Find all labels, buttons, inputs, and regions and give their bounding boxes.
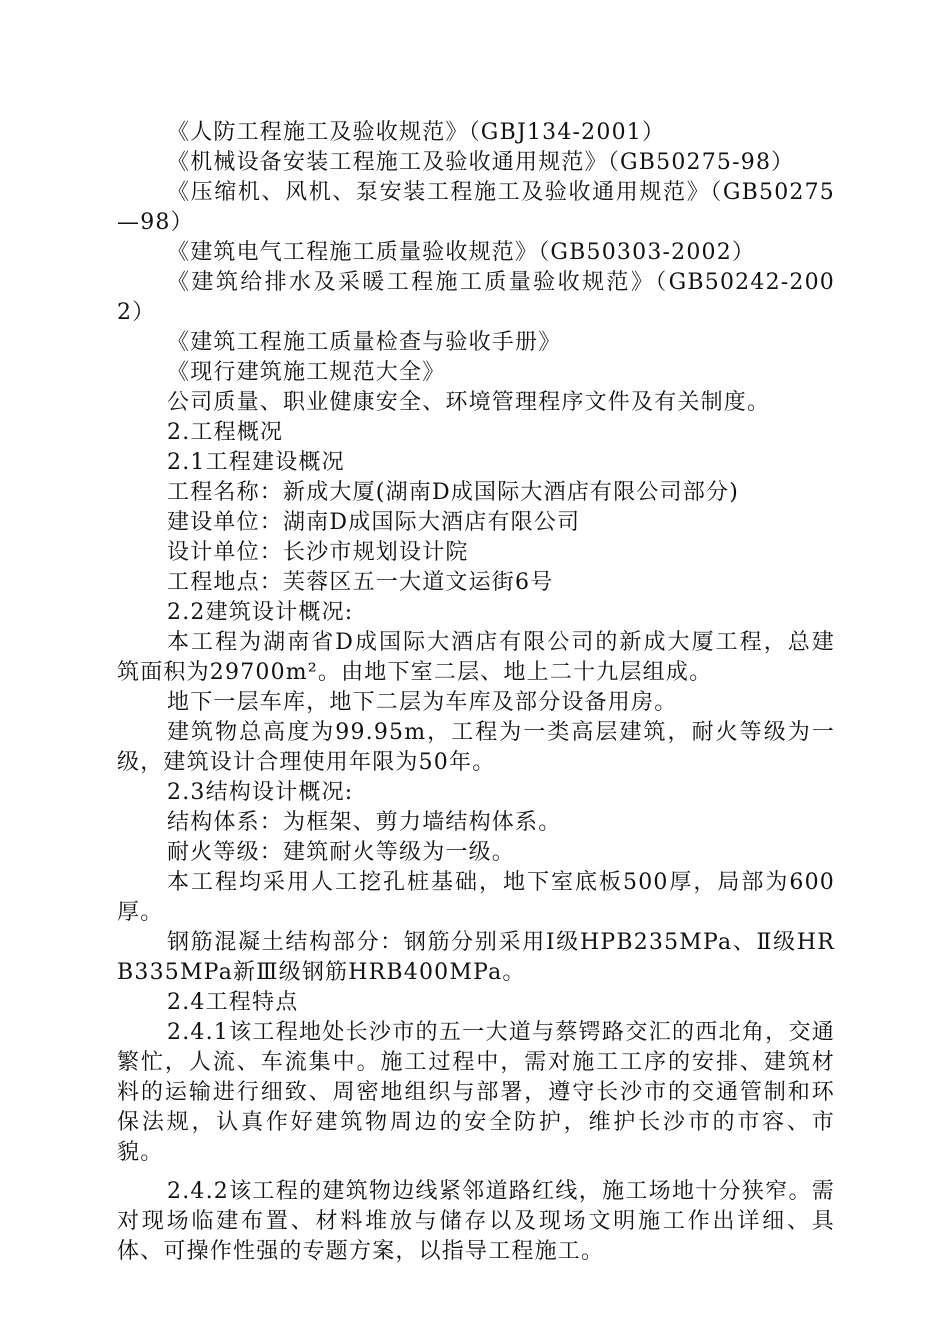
reference-mechanical-equipment-spec: 《机械设备安装工程施工及验收通用规范》（GB50275-98） — [167, 150, 795, 175]
paragraph-building-area: 本工程为湖南省D成国际大酒店有限公司的新成大厦工程，总建筑面积为29700m²。由地下室二层、地上二十九层组成。 — [117, 630, 835, 685]
owner-unit-line: 建设单位：湖南D成国际大酒店有限公司 — [167, 510, 581, 535]
project-location-line: 工程地点：芙蓉区五一大道文运街6号 — [167, 570, 554, 595]
subsection-heading-architecture: 2.2建筑设计概况: — [167, 600, 354, 625]
reference-electrical-spec: 《建筑电气工程施工质量验收规范》（GB50303-2002） — [167, 240, 756, 265]
subsection-heading-construction-overview: 2.1工程建设概况 — [167, 450, 345, 475]
reference-civil-air-defense-spec: 《人防工程施工及验收规范》（GBJ134-2001） — [167, 120, 666, 145]
paragraph-rebar: 钢筋混凝土结构部分：钢筋分别采用Ⅰ级HPB235MPa、Ⅱ级HRB335MPa新Ⅲ级钢筋HRB400MPa。 — [117, 930, 835, 985]
paragraph-feature-location: 2.4.1该工程地处长沙市的五一大道与蔡锷路交汇的西北角，交通繁忙，人流、车流集中。施工过程中，需对施工工序的安排、建筑材料的运输进行细致、周密地组织与部署，遵守长沙市的交通管制和环保法规，认真作好建筑物周边的安全防护，维护长沙市的市容、市貌。 — [117, 1020, 835, 1165]
document-body — [117, 118, 835, 1267]
paragraph-feature-site: 2.4.2该工程的建筑物边线紧邻道路红线，施工场地十分狭窄。需对现场临建布置、材料堆放与储存以及现场文明施工作出详细、具体、可操作性强的专题方案，以指导工程施工。 — [117, 1179, 835, 1264]
reference-quality-manual: 《建筑工程施工质量检查与验收手册》 — [167, 330, 562, 355]
subsection-heading-structure: 2.3结构设计概况: — [167, 780, 354, 805]
structure-system-line: 结构体系：为框架、剪力墙结构体系。 — [167, 810, 562, 835]
paragraph-foundation: 本工程均采用人工挖孔桩基础，地下室底板500厚，局部为600厚。 — [117, 870, 835, 925]
reference-company-procedures: 公司质量、职业健康安全、环境管理程序文件及有关制度。 — [167, 390, 771, 415]
section-heading-project-overview: 2.工程概况 — [167, 420, 284, 445]
paragraph-basement-use: 地下一层车库，地下二层为车库及部分设备用房。 — [167, 690, 678, 715]
design-unit-line: 设计单位：长沙市规划设计院 — [167, 540, 469, 565]
paragraph-building-height: 建筑物总高度为99.95m，工程为一类高层建筑，耐火等级为一级，建筑设计合理使用年限为50年。 — [117, 720, 835, 775]
reference-compressor-fan-pump-spec: 《压缩机、风机、泵安装工程施工及验收通用规范》（GB50275—98） — [117, 180, 835, 235]
reference-plumbing-heating-spec: 《建筑给排水及采暖工程施工质量验收规范》（GB50242-2002） — [117, 270, 835, 325]
reference-construction-code-collection: 《现行建筑施工规范大全》 — [167, 360, 446, 385]
subsection-heading-features: 2.4工程特点 — [167, 990, 299, 1015]
project-name-line: 工程名称：新成大厦(湖南D成国际大酒店有限公司部分) — [167, 480, 740, 505]
fire-rating-line: 耐火等级：建筑耐火等级为一级。 — [167, 840, 516, 865]
